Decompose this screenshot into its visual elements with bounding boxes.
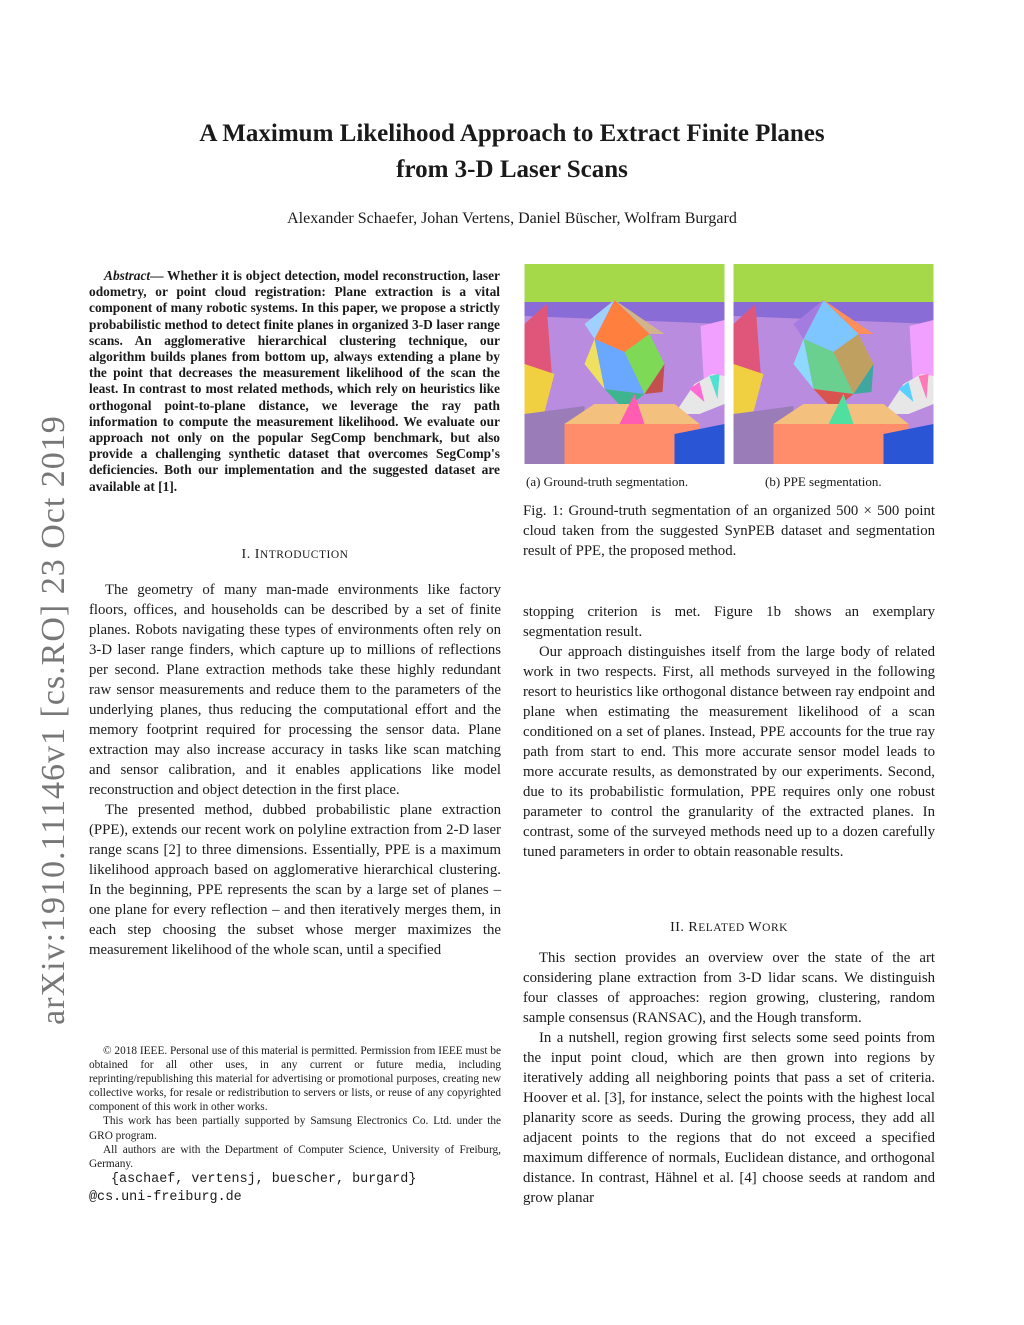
abstract [89,268,500,495]
title-line-1: A Maximum Likelihood Approach to Extract Finite Planes [199,120,825,147]
arxiv-stamp: arXiv:1910.11146v1 [cs.RO] 23 Oct 2019 [35,415,72,1025]
subcaption-a: (a) Ground-truth segmentation. [526,474,689,489]
abstract-text: — Whether it is object detection, model reconstruction, laser odometry, or point cloud registration: Plane extraction is a vital component of many robotic systems. In this paper, we propose a strictly probabilistic method to detect finite planes in organized 3-D laser range scans. An agglomerative hierarchical clustering technique, our algorithm builds planes from bottom up, always extending a plane by the point that decreases the measurement likelihood of the scan the least. In contrast to most related methods, which rely on heuristics like orthogonal point-to-plane distance, we leverage the ray path information to compute the measurement likelihood. We evaluate our approach not only on the popular SegComp benchmark, but also provide a challenging synthetic dataset that overcomes SegComp's deficiencies. Both our implementation and the suggested dataset are available at [1]. [89,268,501,494]
author-list: Alexander Schaefer, Johan Vertens, Daniel Büscher, Wolfram Burgard [287,210,737,227]
copyright-note: © 2018 IEEE. Personal use of this material is permitted. Permission from IEEE must be obtained for all other uses, in any current or future media, including reprinting/republishing this material for advertising or promotional purposes, creating new collective works, for resale or redistribution to servers or lists, or reuse of any copyrighted component of this work in other works. [89,1045,501,1114]
affiliation-note: All authors are with the Department of Computer Science, University of Freiburg, Germany. [89,1143,501,1170]
related-work-body [523,948,935,1208]
email-list: {aschaef, vertensj, buescher, burgard} [111,1171,417,1187]
right-paragraph-1: stopping criterion is met. Figure 1b shows an exemplary segmentation result. [523,604,935,640]
intro-paragraph-2: The presented method, dubbed probabilistic plane extraction (PPE), extends our recent work on polyline extraction from 2-D laser range scans [2] to three dimensions. Essentially, PPE is a maximum likelihood approach based on agglomerative hierarchical clustering. In the beginning, PPE represents the scan by a large set of planes – one plane for every reflection – and then iteratively merges them, in each step choosing the subset whose merger maximizes the measurement likelihood of the whole scan, until a specified [89,802,501,958]
subcaption-b: (b) PPE segmentation. [765,474,882,489]
intro-paragraph-1: The geometry of many man-made environments like factory floors, offices, and households can be described by a set of finite planes. Robots navigating these types of environments often rely on 3-D laser range finders, which capture up to millions of reflections per second. Plane extraction methods take these highly redundant raw sensor measurements and reduce them to the parameters of the underlying planes, thus reducing the computational effort and the memory footprint required for processing the sensor data. Plane extraction may also increase accuracy in tasks like scan matching and sensor calibration, and it enables applications like model reconstruction and object detection in the first place. [89,582,501,798]
paper-title [120,116,904,188]
introduction-body [89,580,501,960]
abstract-label: Abstract [104,268,151,283]
section-heading-related-work: II. RELATED WORK [670,920,788,935]
related-paragraph-2: In a nutshell, region growing first selects some seed points from the input point cloud, which are then grown into regions by iteratively adding all neighboring points that pass a set of criteria. Hoover et al. [3], for instance, select the points with the highest local planarity score as seeds. During the growing process, they add all adjacent points to the regions that do not exceed a specified maximum difference of normals, Euclidean distance, and orthogonal distance. In contrast, Hähnel et al. [4] choose seeds at random and grow planar [523,1030,935,1206]
funding-note: This work has been partially supported by Samsung Electronics Co. Ltd. under the GRO program. [89,1115,501,1142]
email-domain: @cs.uni-freiburg.de [89,1189,242,1205]
right-column-body [523,602,935,862]
footnotes [89,1044,501,1207]
title-line-2: from 3-D Laser Scans [396,156,628,183]
related-paragraph-1: This section provides an overview over the state of the art considering plane extraction from 3-D lidar scans. We distinguish four classes of approaches: region growing, clustering, random sample consensus (RANSAC), and the Hough transform. [523,950,935,1026]
section-heading-introduction: I. INTRODUCTION [241,547,349,562]
right-paragraph-2: Our approach distinguishes itself from the large body of related work in two respects. First, all methods surveyed in the following resort to heuristics like orthogonal distance between ray endpoint and plane when estimating the measurement likelihood of a scan conditioned on a set of planes. Instead, PPE accounts for the true ray path from start to end. This more accurate sensor model leads to more accurate results, as demonstrated by our experiments. Second, due to its probabilistic formulation, PPE requires only one robust parameter to control the granularity of the extracted planes. In contrast, some of the surveyed methods need up to a dozen carefully tuned parameters in order to obtain reasonable results. [523,644,935,860]
figure-1b-image [733,264,934,464]
figure-1-caption: Fig. 1: Ground-truth segmentation of an organized 500 × 500 point cloud taken from the suggested SynPEB dataset and segmentation result of PPE, the proposed method. [523,503,935,559]
figure-1a-image [524,264,725,464]
